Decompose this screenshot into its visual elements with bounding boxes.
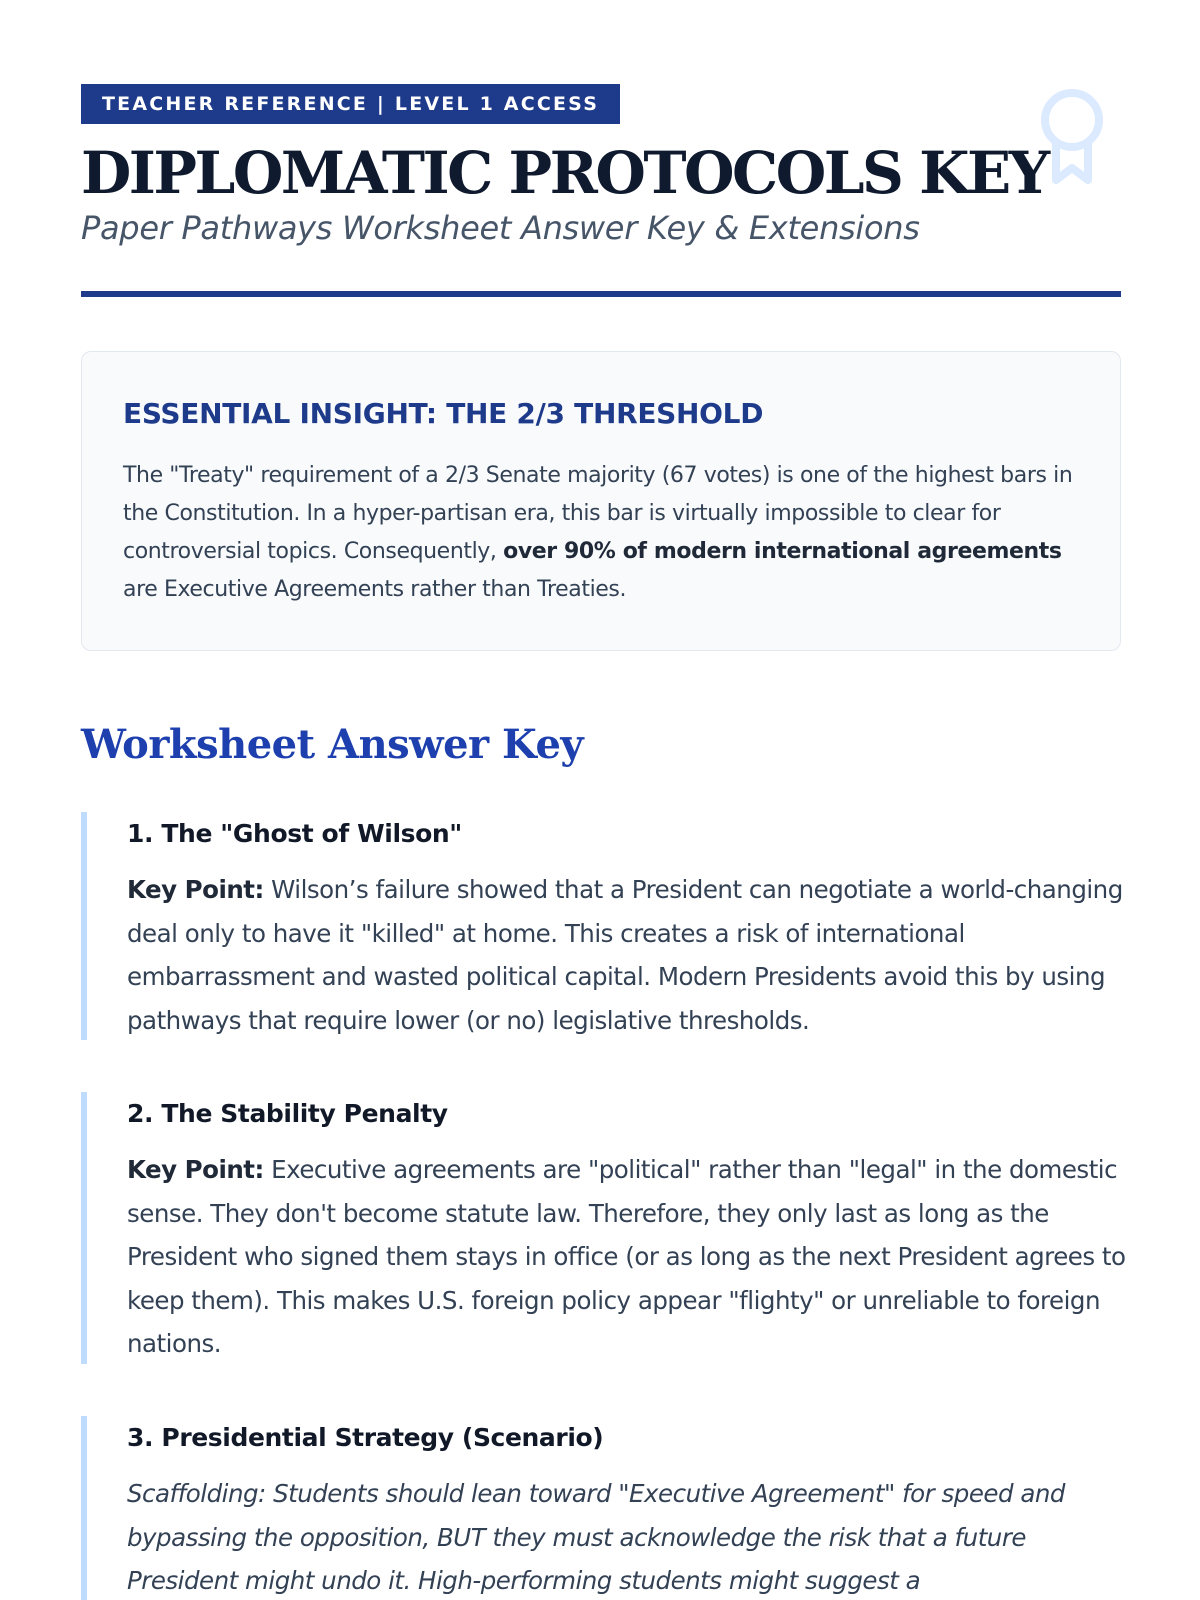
- insight-heading: ESSENTIAL INSIGHT: THE 2/3 THRESHOLD: [123, 397, 764, 430]
- answer-key-heading: Worksheet Answer Key: [81, 721, 584, 768]
- insight-text-emphasis: over 90% of modern international agreements: [503, 539, 1062, 564]
- answer-body: [127, 868, 1127, 1042]
- answer-title: 1. The "Ghost of Wilson": [127, 819, 462, 848]
- insight-text: [123, 457, 1083, 609]
- key-point-label: Key Point:: [127, 1155, 264, 1184]
- key-point-label: Key Point:: [127, 875, 264, 904]
- answer-title: 2. The Stability Penalty: [127, 1099, 448, 1128]
- answer-text: Wilson’s failure showed that a President can negotiate a world-changing deal only to have it "killed" at home. This creates a risk of international embarrassment and wasted political capital. Modern Presidents avoid this by using pathways that require lower (or no) legislative thresholds.: [127, 875, 1123, 1035]
- page: [81, 0, 1126, 1600]
- scaffolding-text: Scaffolding: Students should lean toward "Executive Agreement" for speed and bypassing the opposition, BUT they must acknowledge the risk that a future President might undo it. High-performing students might suggest a: [127, 1479, 1065, 1595]
- header-divider: [81, 291, 1121, 297]
- insight-text-start: The "Treaty" requirement of a 2/3 Senate majority (67 votes) is one of the highest bars in the Constitution. In a hyper-partisan era, this bar is virtually impossible to clear for controversial topics. Consequently,: [123, 463, 1073, 564]
- page-subtitle: Paper Pathways Worksheet Answer Key & Extensions: [81, 209, 920, 247]
- insight-text-end: are Executive Agreements rather than Treaties.: [123, 577, 627, 602]
- answer-title: 3. Presidential Strategy (Scenario): [127, 1423, 604, 1452]
- answer-item: [81, 812, 1121, 1040]
- access-badge: TEACHER REFERENCE | LEVEL 1 ACCESS: [81, 84, 620, 124]
- answer-item: [81, 1092, 1126, 1364]
- essential-insight-box: [81, 351, 1121, 651]
- page-title: DIPLOMATIC PROTOCOLS KEY: [81, 139, 1048, 207]
- answer-body: [127, 1148, 1127, 1366]
- answer-text: Executive agreements are "political" rather than "legal" in the domestic sense. They don't become statute law. Therefore, they only last as long as the President who signed them stays in office (or as long as the next President agrees to keep them). This makes U.S. foreign policy appear "flighty" or unreliable to foreign nations.: [127, 1155, 1126, 1358]
- answer-item: [81, 1416, 1121, 1600]
